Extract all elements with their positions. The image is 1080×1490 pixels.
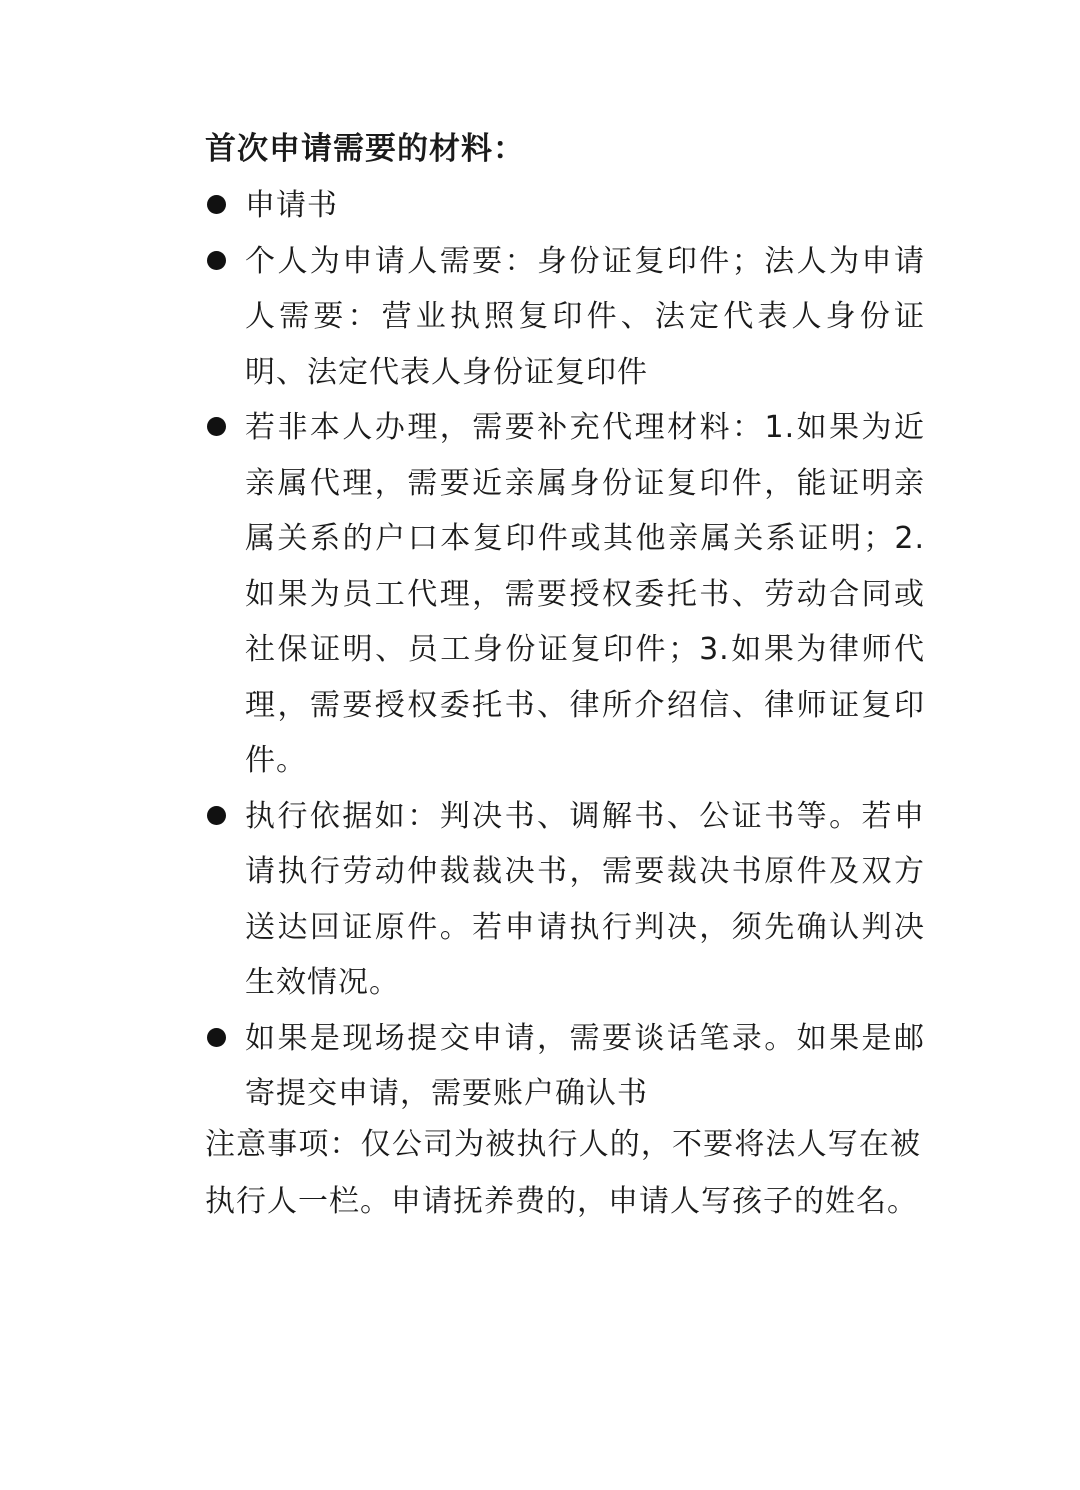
bullet-icon [207, 417, 226, 436]
notice-paragraph: 注意事项：仅公司为被执行人的，不要将法人写在被执行人一栏。申请抚养费的，申请人写孩子的姓名。 [205, 1127, 921, 1219]
list-item [205, 234, 925, 401]
bullet-icon [207, 1028, 226, 1047]
list-item-text: 个人为申请人需要：身份证复印件；法人为申请人需要：营业执照复印件、法定代表人身份证明、法定代表人身份证复印件 [245, 243, 925, 390]
list-item [205, 789, 925, 1011]
materials-list [205, 178, 925, 1122]
bullet-icon [207, 251, 226, 270]
bullet-icon [207, 195, 226, 214]
list-item [205, 178, 925, 234]
list-item-text: 执行依据如：判决书、调解书、公证书等。若申请执行劳动仲裁裁决书，需要裁决书原件及双方送达回证原件。若申请执行判决，须先确认判决生效情况。 [245, 798, 925, 1000]
list-item-text: 如果是现场提交申请，需要谈话笔录。如果是邮寄提交申请，需要账户确认书 [245, 1020, 925, 1111]
document-heading: 首次申请需要的材料： [205, 131, 525, 167]
list-item-text: 申请书 [245, 188, 338, 223]
bullet-icon [207, 806, 226, 825]
list-item [205, 1011, 925, 1122]
list-item-text: 若非本人办理，需要补充代理材料：1.如果为近亲属代理，需要近亲属身份证复印件，能证明亲属关系的户口本复印件或其他亲属关系证明；2.如果为员工代理，需要授权委托书、劳动合同或社保证明、员工身份证复印件；3.如果为律师代理，需要授权委托书、律所介绍信、律师证复印件。 [245, 410, 925, 778]
list-item [205, 400, 925, 789]
